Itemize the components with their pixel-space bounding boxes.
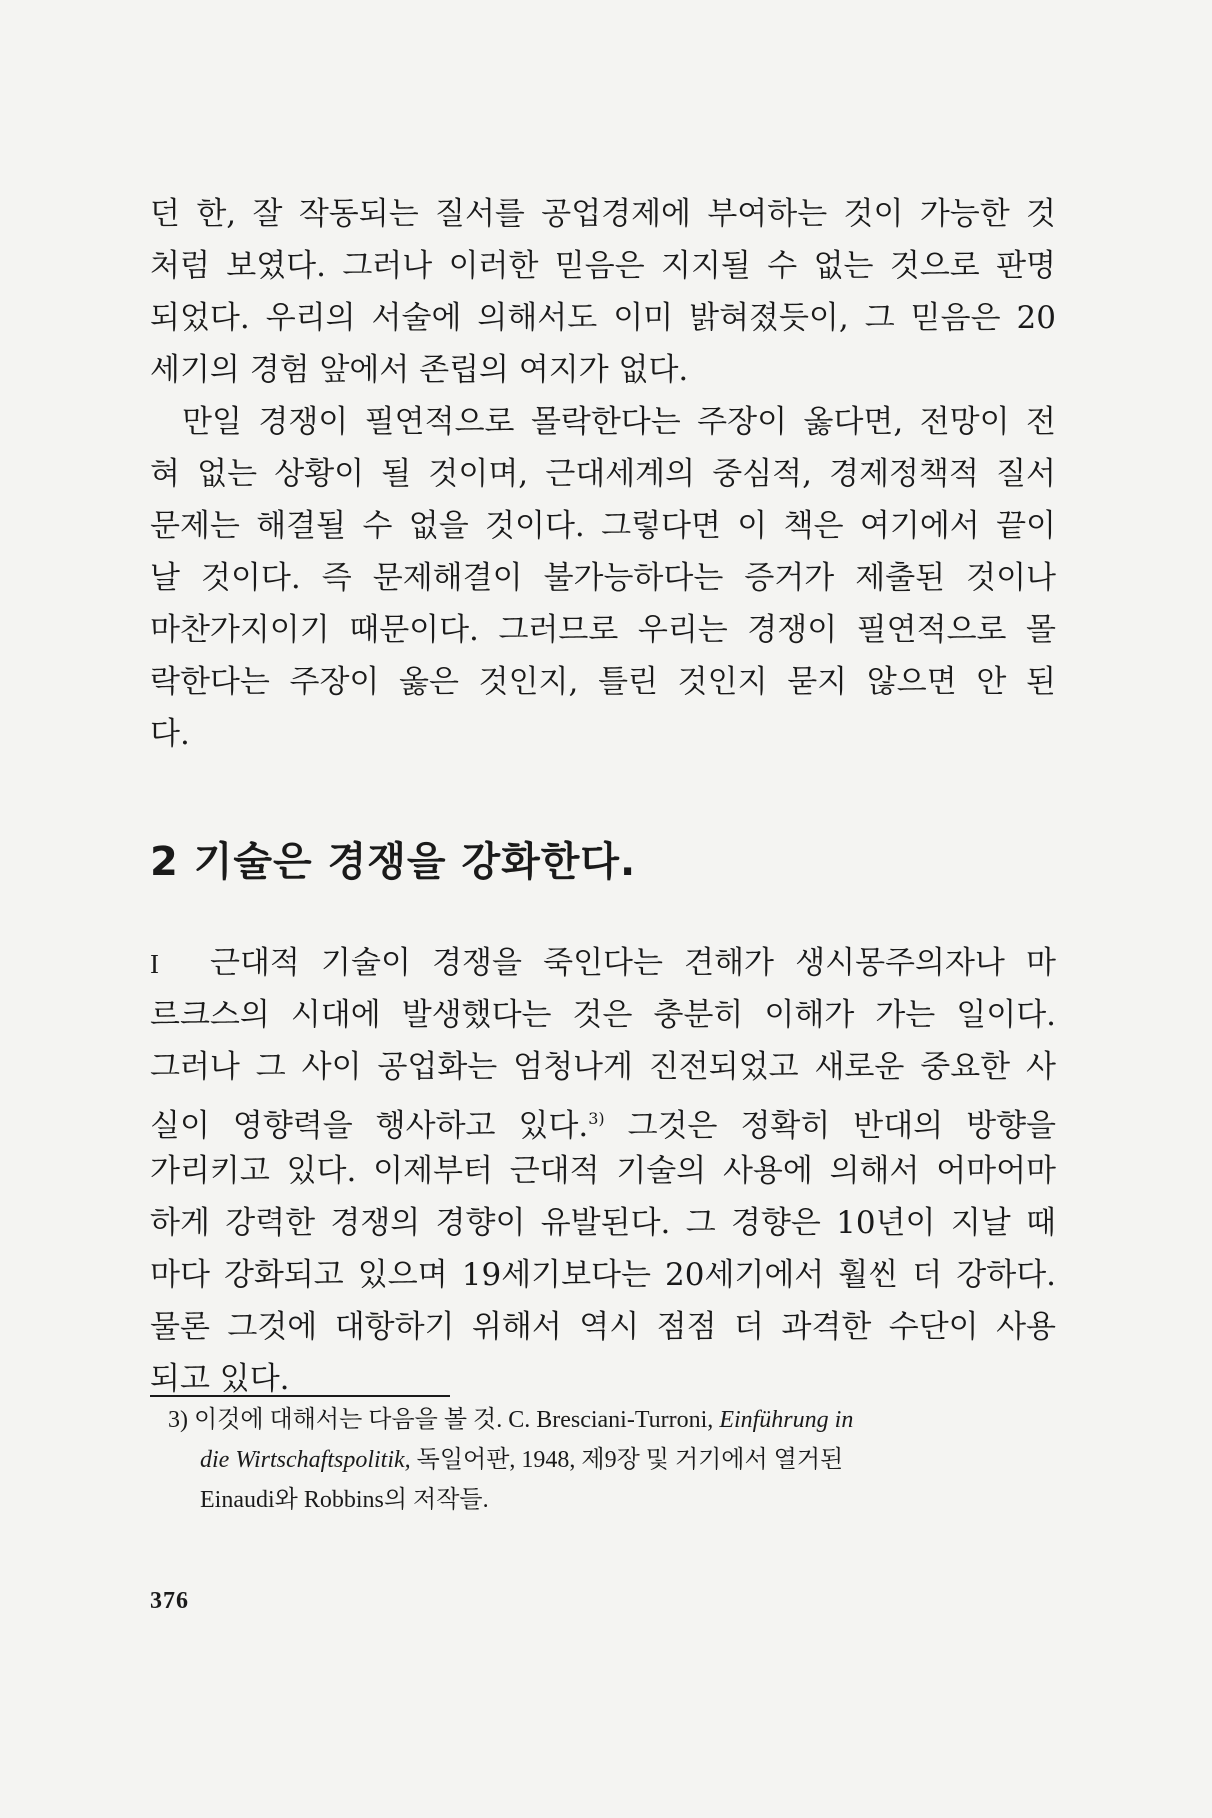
text-line: 되었다. 우리의 서술에 의해서도 이미 밝혀졌듯이, 그 믿음은 20: [150, 300, 1056, 336]
section-text: [150, 937, 1056, 1405]
footnote-reference[interactable]: 3): [588, 1109, 605, 1128]
footnote-divider: [150, 1395, 450, 1397]
text-line: [150, 937, 1056, 989]
text-fragment: 그것은 정확히 반대의 방향을: [604, 1108, 1056, 1144]
footnote-line: [168, 1400, 1058, 1440]
text-fragment: 실이 영향력을 행사하고 있다.: [150, 1108, 589, 1144]
text-line: 르크스의 시대에 발생했다는 것은 충분히 이해가 가는 일이다.: [150, 997, 1056, 1033]
intro-text: [150, 188, 1056, 760]
footnote-text: 독일어판, 1948, 제9장 및 거기에서 열거된: [410, 1447, 844, 1473]
text-line: 물론 그것에 대항하기 위해서 역시 점점 더 과격한 수단이 사용: [150, 1309, 1056, 1345]
footnote-text: 이것에 대해서는 다음을 볼 것. C. Bresciani-Turroni,: [188, 1407, 720, 1433]
page-number: 376: [150, 1588, 189, 1614]
text-line: 마찬가지이기 때문이다. 그러므로 우리는 경쟁이 필연적으로 몰: [150, 612, 1056, 648]
text-line: 날 것이다. 즉 문제해결이 불가능하다는 증거가 제출된 것이나: [150, 560, 1056, 596]
text-line: 만일 경쟁이 필연적으로 몰락한다는 주장이 옳다면, 전망이 전: [182, 404, 1056, 440]
paragraph-number: I: [150, 949, 159, 979]
text-line: 다.: [150, 716, 190, 752]
footnote-title: Einführung in: [719, 1407, 854, 1433]
footnote-line: Einaudi와 Robbins의 저작들.: [200, 1487, 489, 1513]
text-line: 하게 강력한 경쟁의 경향이 유발된다. 그 경향은 10년이 지날 때: [150, 1205, 1056, 1241]
text-line: 문제는 해결될 수 없을 것이다. 그렇다면 이 책은 여기에서 끝이: [150, 508, 1056, 544]
text-line: 세기의 경험 앞에서 존립의 여지가 없다.: [150, 352, 689, 388]
text-line: 던 한, 잘 작동되는 질서를 공업경제에 부여하는 것이 가능한 것: [150, 196, 1056, 232]
footnote-line: [168, 1440, 1058, 1480]
footnote-title: die Wirtschaftspolitik,: [200, 1447, 411, 1473]
text-line: 마다 강화되고 있으며 19세기보다는 20세기에서 훨씬 더 강하다.: [150, 1257, 1056, 1293]
text-line: 되고 있다.: [150, 1361, 290, 1397]
text-line: 락한다는 주장이 옳은 것인지, 틀린 것인지 묻지 않으면 안 된: [150, 664, 1056, 700]
text-line: [150, 1093, 1056, 1145]
text-line: 그러나 그 사이 공업화는 엄청나게 진전되었고 새로운 중요한 사: [150, 1049, 1056, 1085]
footnote: [168, 1400, 1058, 1520]
text-line-content: 근대적 기술이 경쟁을 죽인다는 견해가 생시몽주의자나 마: [210, 945, 1056, 981]
section-heading: 2 기술은 경쟁을 강화한다.: [150, 839, 637, 885]
text-line: 가리키고 있다. 이제부터 근대적 기술의 사용에 의해서 어마어마: [150, 1153, 1056, 1189]
text-line: 처럼 보였다. 그러나 이러한 믿음은 지지될 수 없는 것으로 판명: [150, 248, 1056, 284]
footnote-label: 3): [168, 1407, 188, 1433]
text-line: 혀 없는 상황이 될 것이며, 근대세계의 중심적, 경제정책적 질서: [150, 456, 1056, 492]
